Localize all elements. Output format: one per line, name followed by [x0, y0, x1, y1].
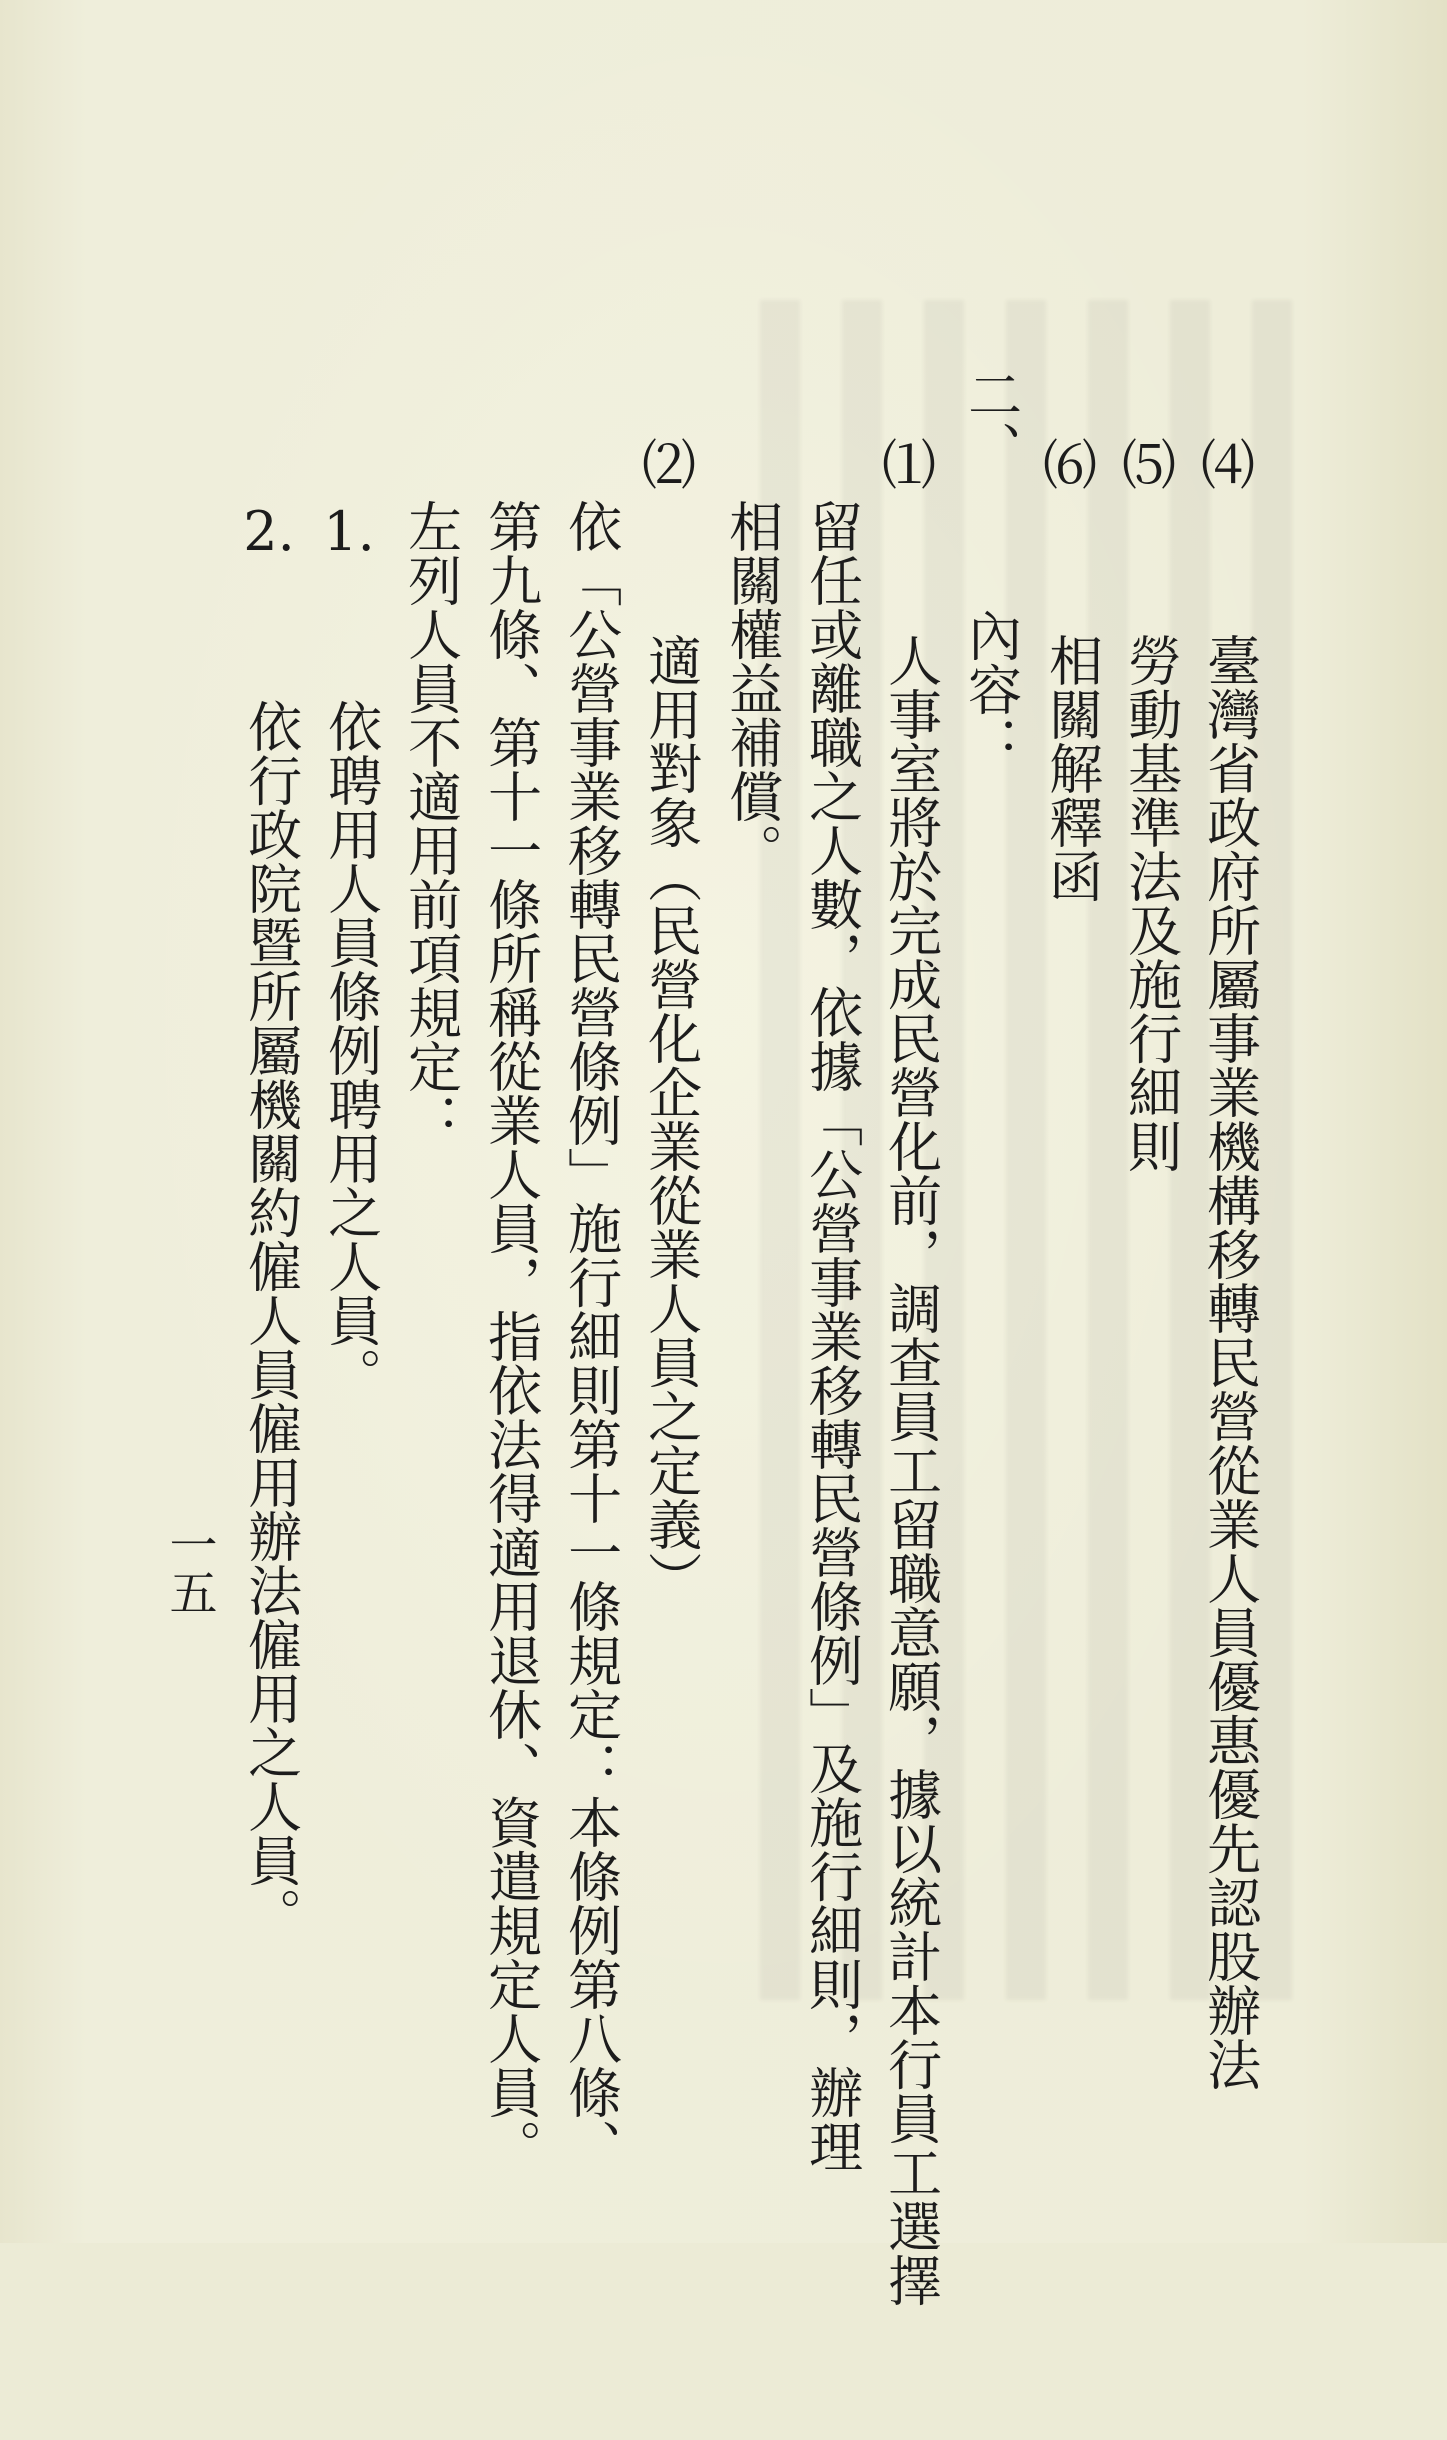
- text-column-13: [237, 366, 301, 2074]
- list-marker-4: ⑷: [1201, 434, 1255, 498]
- text-column-5: [877, 300, 941, 2440]
- text-column-11: [397, 366, 461, 1280]
- line-2-text: 勞動基準法及施行細則: [1119, 632, 1183, 1173]
- text-column-2: [1117, 300, 1181, 1306]
- line-4-text: 內容：: [959, 608, 1023, 771]
- text-column-9: [557, 366, 621, 2306]
- line-10-text: 第九條、第十一條所稱從業人員，指依法得適用退休、資遣規定人員。: [479, 499, 543, 2174]
- text-column-1: [1196, 300, 1260, 2224]
- text-column-12: [317, 366, 381, 1534]
- line-6-text: 留任或離職之人數，依據「公營事業移轉民營條例」及施行細則，辦理: [800, 499, 864, 2174]
- line-3-text: 相關解釋函: [1040, 632, 1104, 903]
- page-number: 一五: [161, 1520, 217, 1616]
- list-marker-2: ⑵: [642, 434, 696, 498]
- list-marker-5: ⑸: [1122, 434, 1176, 498]
- text-column-4: [957, 234, 1021, 904]
- line-11-text: 左列人員不適用前項規定：: [399, 499, 463, 1148]
- text-column-6: [798, 366, 862, 2306]
- line-13-text: 依行政院暨所屬機關約僱人員僱用辦法僱用之人員。: [239, 698, 303, 1941]
- list-marker-6: ⑹: [1043, 434, 1097, 498]
- list-marker-item-1: 1.: [323, 500, 375, 564]
- line-8-text: 適用對象（民營化企業從業人員之定義）: [639, 632, 703, 1605]
- line-7-text: 相關權益補償。: [720, 499, 784, 878]
- list-marker-item-2: 2.: [243, 500, 295, 564]
- text-column-10: [477, 366, 541, 2306]
- line-5-text: 人事室將於完成民營化前，調查員工留職意願，據以統計本行員工選擇: [879, 632, 943, 2307]
- line-12-text: 依聘用人員條例聘用之人員。: [319, 698, 383, 1401]
- text-column-8: [637, 300, 701, 1738]
- line-9-text: 依「公營事業移轉民營條例」施行細則第十一條規定：本條例第八條、: [559, 499, 623, 2174]
- list-marker-1: ⑴: [882, 434, 936, 498]
- text-column-7: [718, 366, 782, 1010]
- line-1-text: 臺灣省政府所屬事業機構移轉民營從業人員優惠優先認股辦法: [1198, 632, 1262, 2091]
- section-heading-2: 二、: [959, 367, 1023, 476]
- text-column-3: [1038, 300, 1102, 1036]
